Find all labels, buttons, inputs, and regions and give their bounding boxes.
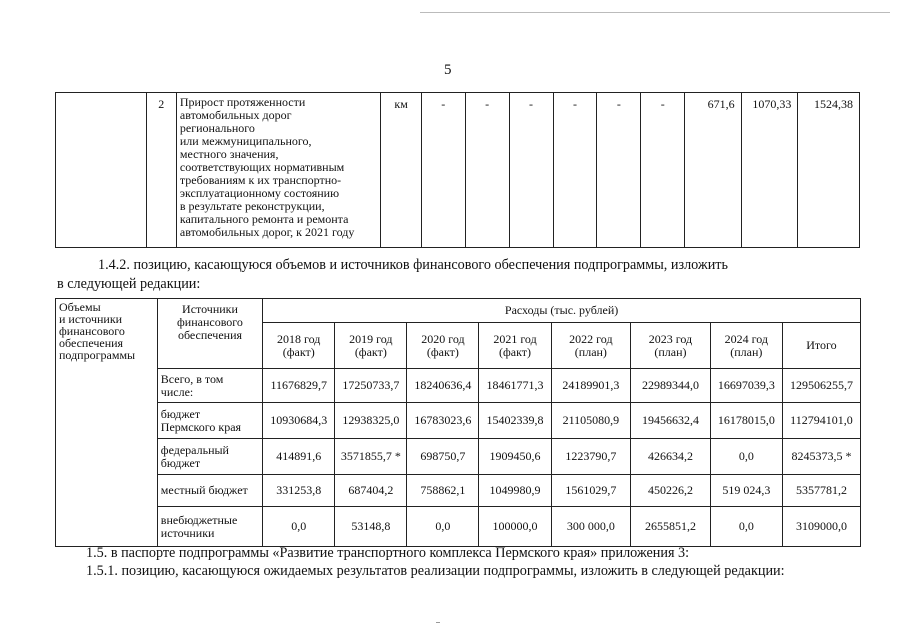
value-cell: 12938325,0 <box>335 403 407 439</box>
label-line: финансового <box>59 324 125 338</box>
year-header <box>479 323 551 369</box>
label-line: Объемы <box>59 300 101 314</box>
financing-label-cell <box>56 299 158 547</box>
year-header <box>335 323 407 369</box>
expenses-header: Расходы (тыс. рублей) <box>263 299 861 323</box>
value-cell: 450226,2 <box>631 475 711 507</box>
description-line: или межмуниципального, <box>179 134 312 148</box>
value-cell: 100000,0 <box>479 507 551 547</box>
label-line: внебюджетные <box>160 512 238 527</box>
value-cell: 1524,38 <box>798 93 860 248</box>
value-cell: - <box>509 93 553 248</box>
value-cell: 18240636,4 <box>407 369 479 403</box>
label-line: бюджет <box>160 406 201 421</box>
source-label <box>157 475 262 507</box>
value-cell: 698750,7 <box>407 439 479 475</box>
row-index: 2 <box>146 93 176 248</box>
source-label <box>157 369 262 403</box>
table-row <box>56 299 861 323</box>
table-row <box>56 475 861 507</box>
year-kind: (план) <box>654 344 687 359</box>
source-label <box>157 439 262 475</box>
description-line: капитального ремонта и ремонта <box>179 212 349 226</box>
source-label <box>157 507 262 547</box>
value-cell: - <box>421 93 465 248</box>
label-line: бюджет <box>160 455 201 470</box>
value-cell: 1561029,7 <box>551 475 631 507</box>
paragraph-1-5: 1.5. в паспорте подпрограммы «Развитие транспортного комплекса Пермского края» приложения 3: <box>86 545 690 561</box>
value-cell: 300 000,0 <box>551 507 631 547</box>
table-row <box>56 439 861 475</box>
value-cell: 53148,8 <box>335 507 407 547</box>
year-kind: (факт) <box>282 344 315 359</box>
year-kind: (факт) <box>426 344 459 359</box>
header-line: финансового <box>177 315 243 329</box>
value-cell: 15402339,8 <box>479 403 551 439</box>
header-line: обеспечения <box>177 328 243 342</box>
value-cell: 1909450,6 <box>479 439 551 475</box>
label-line: и источники <box>59 312 123 326</box>
total-header: Итого <box>782 323 860 369</box>
value-cell: - <box>553 93 597 248</box>
year-kind: (факт) <box>354 344 387 359</box>
value-cell: 112794101,0 <box>782 403 860 439</box>
source-label <box>157 403 262 439</box>
year-header <box>263 323 335 369</box>
value-cell: 426634,2 <box>631 439 711 475</box>
description-line: в результате реконструкции, <box>179 199 325 213</box>
label-line: федеральный <box>160 442 229 457</box>
year-header <box>551 323 631 369</box>
year-header <box>631 323 711 369</box>
empty-cell <box>56 93 147 248</box>
value-cell: 671,6 <box>685 93 741 248</box>
value-cell: 3109000,0 <box>782 507 860 547</box>
page-number: 5 <box>444 62 452 78</box>
value-cell: 3571855,7 * <box>335 439 407 475</box>
value-cell: 129506255,7 <box>782 369 860 403</box>
label-line: Всего, в том <box>160 371 224 386</box>
value-cell: 19456632,4 <box>631 403 711 439</box>
table-row <box>56 507 861 547</box>
value-cell: 1070,33 <box>741 93 798 248</box>
financing-table <box>55 298 861 547</box>
year-label: 2024 год <box>724 331 769 346</box>
description-line: местного значения, <box>179 147 279 161</box>
year-header <box>407 323 479 369</box>
value-cell: 0,0 <box>710 507 782 547</box>
year-label: 2020 год <box>421 331 465 346</box>
year-kind: (факт) <box>499 344 532 359</box>
top-rule <box>420 12 890 13</box>
label-line: местный бюджет <box>160 483 248 497</box>
value-cell: 519 024,3 <box>710 475 782 507</box>
value-cell: 687404,2 <box>335 475 407 507</box>
value-cell: 22989344,0 <box>631 369 711 403</box>
year-kind: (план) <box>574 344 607 359</box>
year-label: 2022 год <box>569 331 613 346</box>
value-cell: 5357781,2 <box>782 475 860 507</box>
paragraph-1-5-1: 1.5.1. позицию, касающуюся ожидаемых результатов реализации подпрограммы, изложить в следующей редакции: <box>86 563 785 579</box>
value-cell: 1223790,7 <box>551 439 631 475</box>
value-cell: 21105080,9 <box>551 403 631 439</box>
paragraph-1-4-2-continued: в следующей редакции: <box>57 276 201 292</box>
value-cell: 0,0 <box>263 507 335 547</box>
value-cell: 1049980,9 <box>479 475 551 507</box>
description-line: соответствующих нормативным <box>179 160 345 174</box>
label-line: обеспечения <box>59 336 124 350</box>
value-cell: 758862,1 <box>407 475 479 507</box>
value-cell: 2655851,2 <box>631 507 711 547</box>
table-row <box>56 369 861 403</box>
year-kind: (план) <box>730 344 763 359</box>
year-label: 2019 год <box>349 331 393 346</box>
value-cell: 11676829,7 <box>263 369 335 403</box>
label-line: источники <box>160 525 215 540</box>
paragraph-1-4-2: 1.4.2. позицию, касающуюся объемов и источников финансового обеспечения подпрограммы, изложить <box>98 257 728 273</box>
header-line: Источники <box>182 302 238 316</box>
value-cell: - <box>465 93 509 248</box>
description-line: требованиям к их транспортно- <box>179 173 342 187</box>
scan-mark <box>436 622 440 623</box>
value-cell: 16697039,3 <box>710 369 782 403</box>
year-label: 2021 год <box>493 331 537 346</box>
value-cell: 0,0 <box>407 507 479 547</box>
description-line: Прирост протяженности <box>179 95 306 109</box>
value-cell: 16783023,6 <box>407 403 479 439</box>
indicators-table <box>55 92 860 248</box>
unit-cell: км <box>381 93 421 248</box>
table-row <box>56 403 861 439</box>
label-line: подпрограммы <box>59 348 136 362</box>
sources-header <box>157 299 262 369</box>
year-header <box>710 323 782 369</box>
value-cell: 331253,8 <box>263 475 335 507</box>
indicator-description <box>176 93 381 248</box>
description-line: автомобильных дорог <box>179 108 292 122</box>
label-line: Пермского края <box>160 419 242 434</box>
description-line: автомобильных дорог, к 2021 году <box>179 225 355 239</box>
value-cell: 0,0 <box>710 439 782 475</box>
description-line: регионального <box>179 121 255 135</box>
value-cell: - <box>641 93 685 248</box>
year-label: 2023 год <box>648 331 693 346</box>
description-line: эксплуатационному состоянию <box>179 186 340 200</box>
value-cell: - <box>597 93 641 248</box>
value-cell: 16178015,0 <box>710 403 782 439</box>
table-row <box>56 93 860 248</box>
value-cell: 8245373,5 * <box>782 439 860 475</box>
label-line: числе: <box>160 384 194 399</box>
value-cell: 17250733,7 <box>335 369 407 403</box>
value-cell: 10930684,3 <box>263 403 335 439</box>
value-cell: 18461771,3 <box>479 369 551 403</box>
year-label: 2018 год <box>277 331 321 346</box>
value-cell: 414891,6 <box>263 439 335 475</box>
value-cell: 24189901,3 <box>551 369 631 403</box>
